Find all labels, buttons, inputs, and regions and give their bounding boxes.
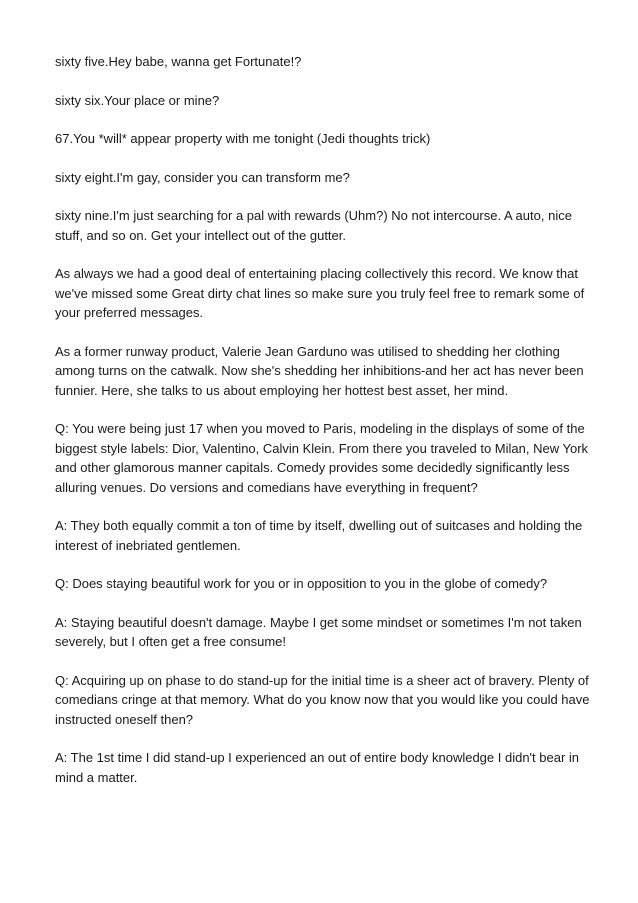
paragraph-13: A: The 1st time I did stand-up I experienced an out of entire body knowledge I didn't bear in mind a matter. xyxy=(55,750,580,785)
paragraph-6: As always we had a good deal of entertaining placing collectively this record. We know that we've missed some Great dirty chat lines so make sure you truly feel free to remark some of your preferred messages. xyxy=(55,266,585,320)
paragraph-7: As a former runway product, Valerie Jean Garduno was utilised to shedding her clothing among turns on the catwalk. Now she's shedding her inhibitions-and her act has never been funnier. Here, she talks to us about employing her hottest best asset, her mind. xyxy=(55,343,584,398)
paragraph-10: Q: Does staying beautiful work for you or in opposition to you in the globe of comedy? xyxy=(55,576,548,591)
paragraph-1: sixty five.Hey babe, wanna get Fortunate!? xyxy=(55,54,302,69)
paragraph-4: sixty eight.I'm gay, consider you can transform me? xyxy=(55,169,350,185)
paragraph-11: A: Staying beautiful doesn't damage. Maybe I get some mindset or sometimes I'm not taken severely, but I often get a free consume! xyxy=(55,614,582,649)
document-body xyxy=(55,52,595,806)
paragraph-12: Q: Acquiring up on phase to do stand-up for the initial time is a sheer act of bravery. Plenty of comedians cringe at that memory. What do you know now that you would like you could have instructed oneself then? xyxy=(55,672,590,727)
paragraph-8: Q: You were being just 17 when you moved to Paris, modeling in the displays of some of the biggest style labels: Dior, Valentino, Calvin Klein. From there you traveled to Milan, New York and other glamorous manner capitals. Comedy provides some decidedly significantly less alluring venues. Do versions and comedians have everything in frequent? xyxy=(55,421,589,495)
paragraph-3: 67.You *will* appear property with me tonight (Jedi thoughts trick) xyxy=(55,131,431,146)
paragraph-2: sixty six.Your place or mine? xyxy=(55,92,220,108)
paragraph-9: A: They both equally commit a ton of time by itself, dwelling out of suitcases and holding the interest of inebriated gentlemen. xyxy=(55,518,583,553)
paragraph-5: sixty nine.I'm just searching for a pal with rewards (Uhm?) No not intercourse. A auto, nice stuff, and so on. Get your intellect out of the gutter. xyxy=(55,208,572,243)
